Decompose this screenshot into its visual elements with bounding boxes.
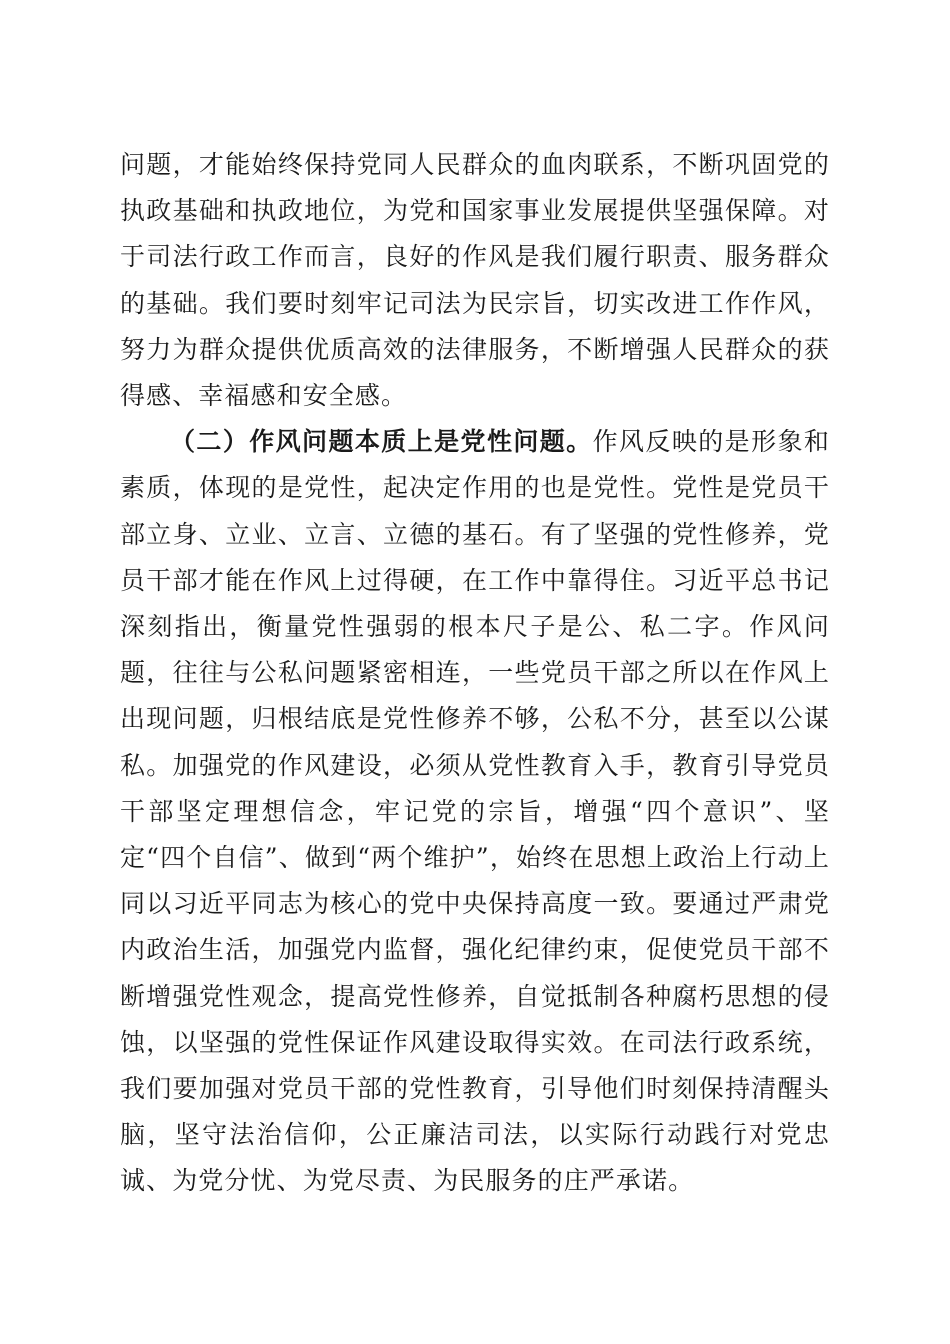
paragraph-2-text: 作风反映的是形象和素质，体现的是党性，起决定作用的也是党性。党性是党员干部立身、立业、立言、立德的基石。有了坚强的党性修养，党员干部才能在作风上过得硬，在工作中靠得住。习近平总书记深刻指出，衡量党性强弱的根本尺子是公、私二字。作风问题，往往与公私问题紧密相连，一些党员干部之所以在作风上出现问题，归根结底是党性修养不够，公私不分，甚至以公谋私。加强党的作风建设，必须从党性教育入手，教育引导党员干部坚定理想信念，牢记党的宗旨，增强“四个意识”、坚定“四个自信”、做到“两个维护”，始终在思想上政治上行动上同以习近平同志为核心的党中央保持高度一致。要通过严肃党内政治生活，加强党内监督，强化纪律约束，促使党员干部不断增强党性观念，提高党性修养，自觉抵制各种腐朽思想的侵蚀，以坚强的党性保证作风建设取得实效。在司法行政系统，我们要加强对党员干部的党性教育，引导他们时刻保持清醒头脑，坚守法治信仰，公正廉洁司法，以实际行动践行对党忠诚、为党分忧、为党尽责、为民服务的庄严承诺。 bbox=[120, 427, 830, 1196]
paragraph-2 bbox=[120, 419, 830, 1204]
document-body bbox=[120, 142, 830, 1205]
paragraph-1 bbox=[120, 142, 830, 419]
paragraph-2-lead: （二）作风问题本质上是党性问题。 bbox=[170, 427, 593, 457]
paragraph-1-text: 问题，才能始终保持党同人民群众的血肉联系，不断巩固党的执政基础和执政地位，为党和国家事业发展提供坚强保障。对于司法行政工作而言，良好的作风是我们履行职责、服务群众的基础。我们要时刻牢记司法为民宗旨，切实改进工作作风，努力为群众提供优质高效的法律服务，不断增强人民群众的获得感、幸福感和安全感。 bbox=[120, 150, 830, 411]
